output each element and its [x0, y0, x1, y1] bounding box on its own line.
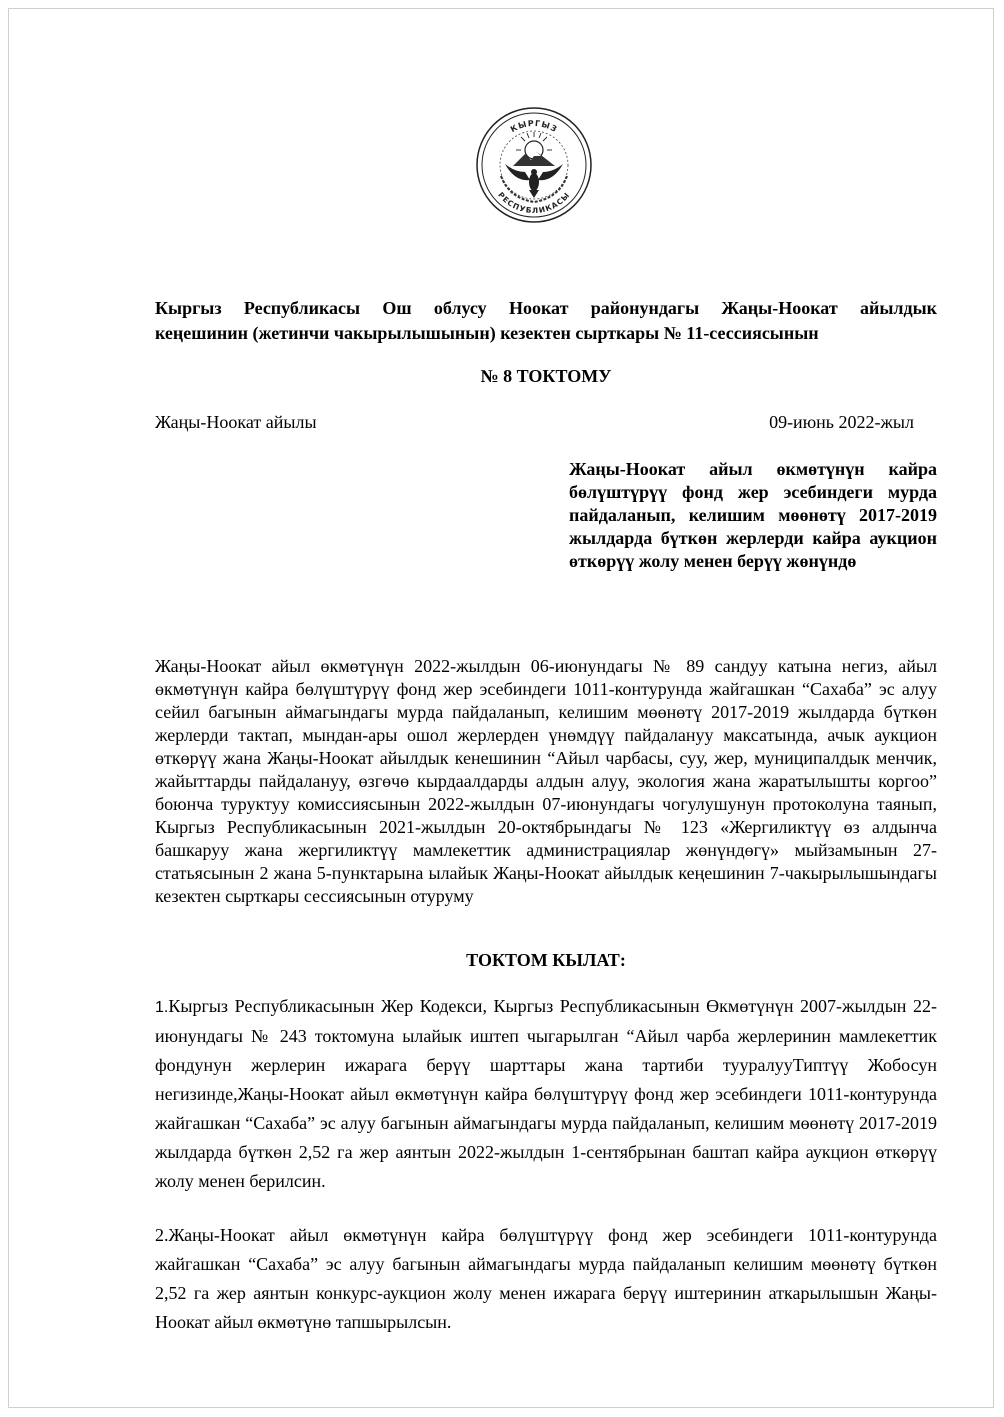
- clause-text: Жаңы-Ноокат айыл өкмөтүнүн кайра бөлүштүрүү фонд жер эсебиндеги 1011-контурунда жайгашкан “Сахаба” эс алуу багынын аймагындагы мурда пайдаланып келишим мөөнөтү бүткөн 2,52 га жер аянтын конкурс-аукцион жолу менен ижарага берүү иштеринин аткарылышын Жаңы-Ноокат айыл өкмөтүнө тапшырылсын.: [155, 1225, 937, 1332]
- resolve-heading: ТОКТОМ КЫЛАТ:: [466, 950, 626, 970]
- issuer-header-line-2: кеңешинин (жетинчи чакырылышынын) кезектен сырткары № 11-сессиясынын: [155, 323, 819, 343]
- decree-place: Жаңы-Ноокат айылы: [155, 412, 317, 432]
- emblem-text-top: КЫРГЫЗ: [508, 118, 560, 135]
- clause-1: [155, 992, 937, 1196]
- decree-number: № 8 ТОКТОМУ: [480, 366, 612, 386]
- svg-text:КЫРГЫЗ: [509, 119, 559, 134]
- preamble-paragraph: Жаңы-Ноокат айыл өкмөтүнүн 2022-жылдын 06-июнундагы № 89 сандуу катына негиз, айыл өкмөтүнүн кайра бөлүштүрүү фонд жер эсебиндеги 1011-контурунда жайгашкан “Сахаба” эс алуу сейил багынын аймагындагы мурда пайдаланып, келишим мөөнөтү 2017-2019 жылдарда бүткөн жерлерди тактап, мындан-ары ошол жерлерден үнөмдүү пайдалануу максатында, ачык аукцион өткөрүү жана Жаңы-Ноокат айылдык кенешинин “Айыл чарбасы, суу, жер, муниципалдык менчик, жайыттарды пайдалануу, өзгөчө кырдаалдарды алдын алуу, экология жана жаратылышты коргоо” боюнча туруктуу комиссиясынын 2022-жылдын 07-июнундагы чогулушунун протоколуна таянып, Кыргыз Республикасынын 2021-жылдын 20-октябрындагы № 123 «Жергиликтүү өз алдынча башкаруу жана жергиликтүү мамлекеттик администрациялар жөнүндөгү» мыйзамынын 27-статьясынын 2 жана 5-пунктарына ылайык Жаңы-Ноокат айылдык кеңешинин 7-чакырылышындагы кезектен сырткары сессиясынын отуруму: [155, 656, 937, 906]
- clause-number: 2.: [155, 1225, 169, 1245]
- issuer-header-line-1: Кыргыз Республикасы Ош облусу Ноокат районундагы Жаңы-Ноокат айылдык: [155, 298, 937, 318]
- decree-subject: Жаңы-Ноокат айыл өкмөтүнүн кайра бөлүштүрүү фонд жер эсебиндеги мурда пайдаланып, келишим мөөнөтү 2017-2019 жылдарда бүткөн жерлерди кайра аукцион өткөрүү жолу менен берүү жөнүндө: [569, 459, 937, 571]
- clause-number: 1.: [155, 999, 169, 1016]
- state-emblem-icon: [475, 106, 593, 224]
- issuer-header: [155, 296, 937, 346]
- clause-text: Кыргыз Республикасынын Жер Кодекси, Кыргыз Республикасынын Өкмөтүнүн 2007-жылдын 22-июнундагы № 243 токтомуна ылайык иштеп чыгарылган “Айыл чарба жерлеринин мамлекеттик фондунун жерлерин ижарага берүү шарттары жана тартиби тууралууТиптүү Жобосун негизинде,Жаңы-Ноокат айыл өкмөтүнүн кайра бөлүштүрүү фонд жер эсебиндеги 1011-контурунда жайгашкан “Сахаба” эс алуу багынын аймагындагы мурда пайдаланып, келишим мөөнөтү 2017-2019 жылдарда бүткөн 2,52 га жер аянтын 2022-жылдын 1-сентябрынан баштап кайра аукцион өткөрүү жолу менен берилсин.: [155, 996, 937, 1191]
- emblem-text-bottom: РЕСПУБЛИКАСЫ: [496, 190, 572, 216]
- clause-2: [155, 1221, 937, 1337]
- document-page: [8, 8, 994, 1408]
- decree-date: 09-июнь 2022-жыл: [769, 412, 914, 432]
